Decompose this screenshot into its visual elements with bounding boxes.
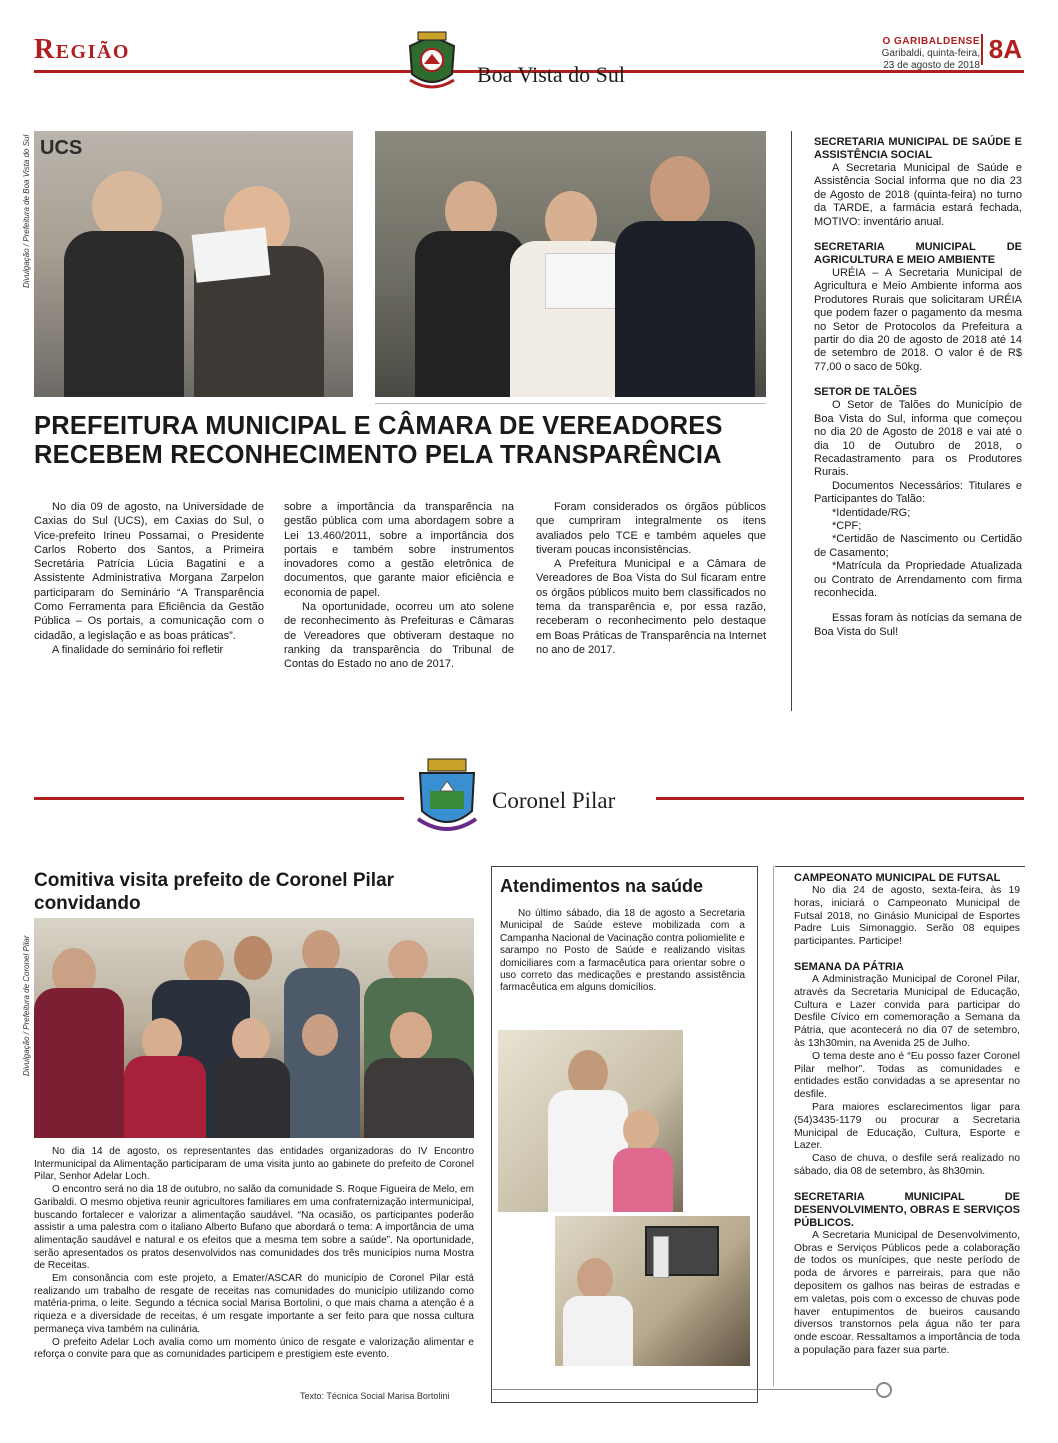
article-column-3 — [536, 500, 766, 657]
paragraph: A Prefeitura Municipal e a Câmara de Vereadores de Boa Vista do Sul ficaram entre os órgãos públicos muito bem classificados no tema da transparência e, por essa razão, receberam o reconhecimento pelo destaque em Boas Práticas de Transparência na Internet no ano de 2017. — [536, 558, 766, 656]
sidebar-heading: SECRETARIA MUNICIPAL DE SAÚDE E ASSISTÊNCIA SOCIAL — [814, 136, 1022, 161]
newspaper-city-date: Garibaldi, quinta-feira, — [881, 48, 980, 59]
health-text — [500, 908, 745, 995]
boa-vista-town-name: Boa Vista do Sul — [477, 62, 626, 87]
newspaper-name: O GARIBALDENSE — [882, 36, 980, 47]
sidebar-paragraph: No dia 24 de agosto, sexta-feira, às 19 horas, iniciará o Campeonato Municipal de Futsal 2018, no Ginásio Municipal de Esportes Padre Luis Simonaggio. Serão 08 equipes participantes. Participe! — [794, 885, 1020, 948]
photo-ucs-sign: UCS — [40, 137, 83, 159]
ornament-dot-icon — [876, 1382, 892, 1398]
sidebar-divider — [791, 131, 792, 711]
article-column-1 — [34, 500, 264, 657]
photo-group-visit — [34, 918, 474, 1138]
sidebar-heading: CAMPEONATO MUNICIPAL DE FUTSAL — [794, 872, 1001, 884]
sidebar-paragraph: A Administração Municipal de Coronel Pilar, através da Secretaria Municipal de Educação, Cultura e Lazer convida para participar do Desfile Cívico em comemoração a Semana da Pátria, que acontecerá no dia 07 de setembro, às 13h30min, na Avenida 25 de Julho. — [794, 973, 1020, 1049]
coronel-sidebar-divider — [773, 866, 774, 1386]
photo-vaccination — [498, 1030, 683, 1212]
coronel-sidebar-top-rule — [775, 866, 1025, 867]
boa-vista-crest-icon — [404, 30, 460, 99]
article-column-2 — [284, 500, 514, 672]
coronel-article-body — [34, 1146, 474, 1362]
headline-line-2: RECEBEM RECONHECIMENTO PELA TRANSPARÊNCIA — [34, 441, 722, 470]
sidebar-paragraph: A Secretaria Municipal de Desenvolvimento, Obras e Serviços Públicos pede a colaboração de todos os munícipes, que neste período de poda de árvores e parreirais, para que não depositem os galhos nas beiras de estradas e em valetas, pois com o excesso de chuvas pode haver entupimentos de bueiros causando diversos transtornos pela água não ter para onde escoar. Ressaltamos a importância de toda a população para fazer sua parte. — [794, 1229, 1020, 1356]
photo-award-ceremony — [375, 131, 766, 397]
sidebar-paragraph: Caso de chuva, o desfile será realizado no sábado, dia 08 de setembro, às 8h30min. — [794, 1153, 1020, 1177]
paragraph: No dia 09 de agosto, na Universidade de Caxias do Sul (UCS), em Caxias do Sul, o Vice-prefeito Irineu Possamai, o Presidente Carlos Roberto dos Santos, a Primeira Secretária Patrícia Lúcia Bagatini e a Assistente Administrativa Morgana Zarpelon participaram do Seminário “A Transparência Como Ferramenta para Eficiência da Gestão Pública – Os portais, a comunicação com o cidadão, a legislação e as boas práticas”. — [34, 501, 264, 642]
photo-home-visit — [555, 1216, 750, 1366]
sidebar-paragraph: *Matrícula da Propriedade Atualizada ou Contrato de Arrendamento com firma reconhecida. — [814, 560, 1022, 599]
sidebar-heading: SEMANA DA PÁTRIA — [794, 960, 904, 973]
paragraph: Foram considerados os órgãos públicos que cumpriram integralmente os itens avaliados pelo TCE e também aqueles que tiveram poucas inconsistências. — [536, 501, 766, 556]
paragraph: No dia 14 de agosto, os representantes das entidades organizadoras do IV Encontro Intermunicipal da Alimentação participaram de uma visita junto ao gabinete do prefeito de Coronel Pilar, Senhor Adelar Loch. — [34, 1146, 474, 1183]
coronel-town-name: Coronel Pilar — [492, 788, 616, 813]
sidebar-paragraph: O Setor de Talões do Município de Boa Vista do Sul, informa que começou no dia 20 de Agosto de 2018 e vai até o dia 10 de Outubro de 2018, o Recadastramento para os Produtores Rurais. — [814, 399, 1022, 479]
sidebar-paragraph: *CPF; — [832, 519, 862, 532]
sidebar-paragraph: A Secretaria Municipal de Saúde e Assistência Social informa que no dia 23 de Agosto de 2018 (quinta-feira) no turno da TARDE, a farmácia estará fechada, MOTIVO: inventário anual. — [814, 162, 1022, 228]
newspaper-info — [882, 36, 980, 72]
coronel-rule-right — [656, 797, 1024, 800]
sidebar-paragraph: *Certidão de Nascimento ou Certidão de Casamento; — [814, 533, 1022, 559]
sidebar-paragraph: *Identidade/RG; — [832, 506, 911, 519]
paragraph: No último sábado, dia 18 de agosto a Secretaria Municipal de Saúde esteve mobilizada com a Campanha Nacional de Vacinação contra poliomielite e sarampo no Posto de Saúde e realizando visitas domiciliares com a farmacêutica para orientar sobre o uso correto das medicações e prestando assistência farmacêutica em alguns domicílios. — [500, 908, 745, 994]
headline-line-1: Comitiva visita prefeito de Coronel Pilar convidando — [34, 870, 395, 914]
headline-line-1: PREFEITURA MUNICIPAL E CÂMARA DE VEREADORES — [34, 412, 723, 440]
sidebar-paragraph: Documentos Necessários: Titulares e Participantes do Talão: — [814, 479, 1022, 506]
coronel-rule-left — [34, 797, 404, 800]
article-byline: Texto: Técnica Social Marisa Bortolini — [300, 1391, 450, 1401]
paragraph: sobre a importância da transparência na gestão pública com uma abordagem sobre a Lei 13.460/2011, sobre a importância dos portais e também sobre instrumentos inovadores como a gestão eletrônica de documentos, que garante maior eficiência e economia de papel. — [284, 501, 514, 599]
page-number: 8A — [981, 34, 1022, 65]
sidebar-paragraph: Para maiores esclarecimentos ligar para (54)3435-1179 ou procurar a Secretaria Municipal de Educação, Cultura, Esporte e Lazer. — [794, 1101, 1020, 1152]
paragraph: A finalidade do seminário foi refletir — [52, 643, 224, 656]
photo-underline — [375, 403, 766, 404]
sidebar-paragraph: URÉIA – A Secretaria Municipal de Agricultura e Meio Ambiente informa aos Produtores Rurais que solicitaram URÉIA que podem fazer o pagamento da mesma no Setor de Protocolos da Prefeitura a partir do dia 20 de agosto de 2018 até 14 de setembro de 2018. O valor é de R$ 77,00 o saco de 50kg. — [814, 267, 1022, 373]
photo-credit: Divulgação / Prefeitura de Coronel Pilar — [22, 935, 31, 1076]
newspaper-date: 23 de agosto de 2018 — [883, 60, 980, 71]
sidebar-heading: SECRETARIA MUNICIPAL DE AGRICULTURA E MEIO AMBIENTE — [814, 241, 1022, 267]
sidebar-heading: SECRETARIA MUNICIPAL DE DESENVOLVIMENTO, OBRAS E SERVIÇOS PÚBLICOS. — [794, 1190, 1020, 1229]
boa-vista-sidebar — [814, 136, 1022, 639]
boa-vista-headline — [34, 412, 774, 471]
sidebar-paragraph: O tema deste ano é “Eu posso fazer Coronel Pilar melhor”. Todas as comunidades e entidades estão convidadas a se apresentar no desfile. — [794, 1050, 1020, 1101]
photo-ucs-certificate — [34, 131, 353, 397]
paragraph: Em consonância com este projeto, a Emater/ASCAR do município de Coronel Pilar está realizando um trabalho de resgate de receitas nas comunidades do município utilizando como matéria-prima, o leite. Segundo a técnica social Marisa Bortolini, o que mais chama a atenção é a riqueza e a diversidade de receitas, é um resgate importante a ser feito para que nossa cultura permaneça viva também na culinária. — [34, 1273, 474, 1335]
photo-credit: Divulgação / Prefeitura de Boa Vista do Sul — [22, 134, 31, 288]
sidebar-heading: SETOR DE TALÕES — [814, 386, 917, 399]
health-bottom-rule — [491, 1389, 881, 1390]
health-title: Atendimentos na saúde — [500, 876, 704, 896]
paragraph: O prefeito Adelar Loch avalia como um momento único de resgate e valorização alimentar e reforça o convite para que as comunidades participem e prestigiem este evento. — [34, 1336, 474, 1361]
paragraph: Na oportunidade, ocorreu um ato solene de reconhecimento às Prefeituras e Câmaras de Vereadores que obtiveram destaque no ranking da transparência do Tribunal de Contas do Estado no ano de 2017. — [284, 601, 514, 671]
coronel-sidebar — [794, 872, 1020, 1358]
sidebar-closing: Essas foram às notícias da semana de Boa Vista do Sul! — [814, 612, 1022, 638]
paragraph: O encontro será no dia 18 de outubro, no salão da comunidade S. Roque Figueira de Melo, em Garibaldi. O mesmo objetiva reunir agricultores familiares em uma confraternização intermunicipal, buscando fortalecer e valorizar a alimentação saudável. “Na ocasião, os participantes poderão assistir a uma palestra com o italiano Alberto Bufano que abordará o tema: A importância de uma alimentação saudável e natural e os efeitos que a mesma tem sobre a saúde”. Na oportunidade, serão apresentados os pratos desenvolvidos nas comunidades dos três municípios numa Mostra de Receitas. — [34, 1184, 474, 1272]
section-title: Região — [34, 34, 130, 65]
coronel-crest-icon — [414, 757, 480, 844]
